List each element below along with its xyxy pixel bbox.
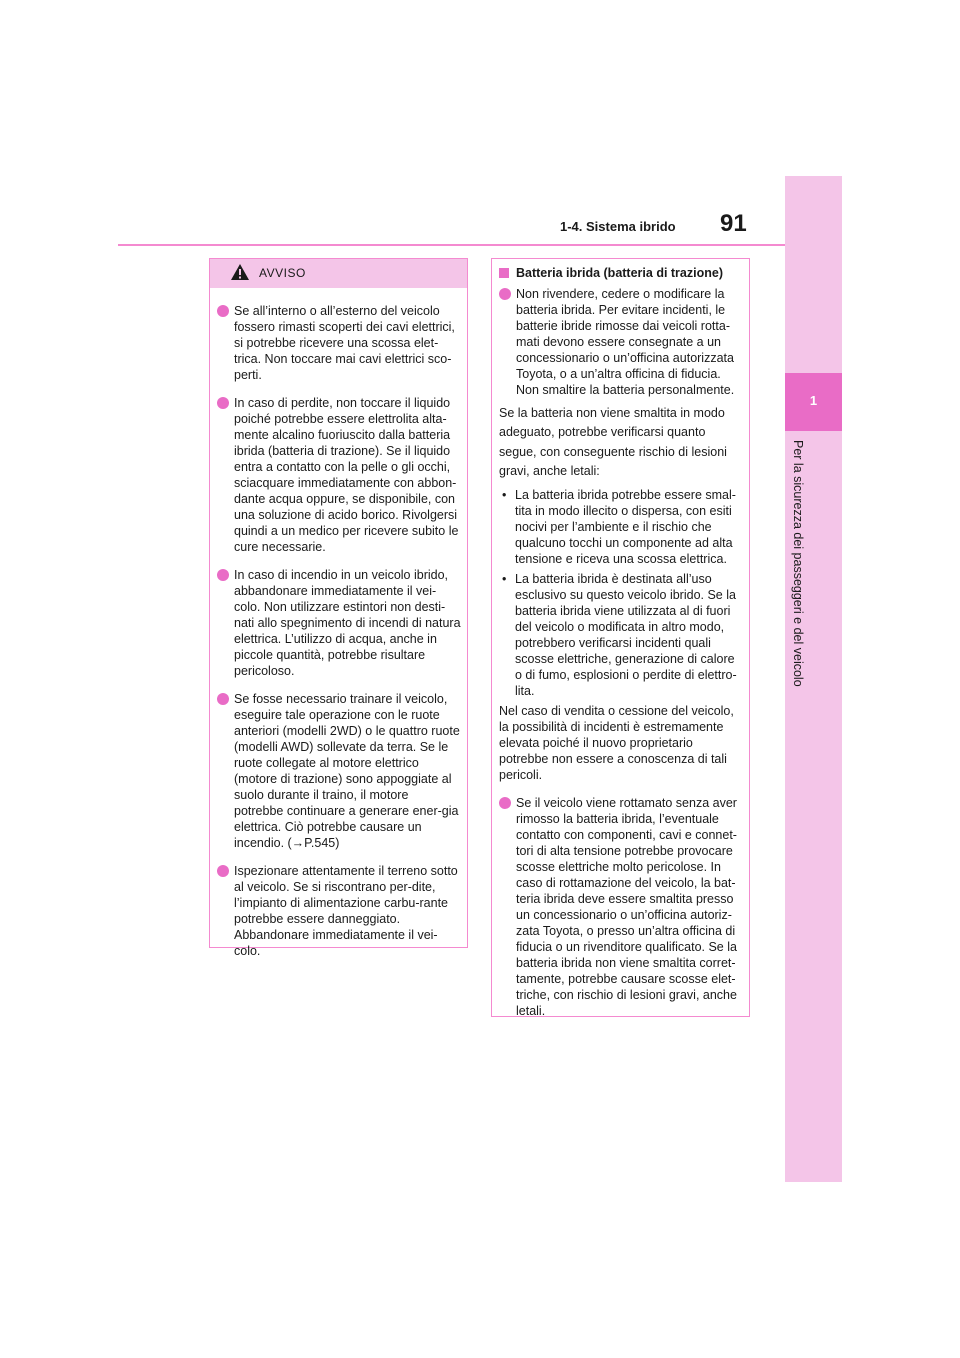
dash-item: • La batteria ibrida potrebbe essere smal-tita in modo illecito o dispersa, con esiti nocivi per l’ambiente e il rischio che qualcuno tocchi un componente ad alta tensione e riceva una scossa elettrica. bbox=[502, 488, 736, 567]
chapter-number: 1 bbox=[809, 393, 818, 408]
caution-item: Non rivendere, cedere o modificare la batteria ibrida. Per evitare incidenti, le batterie ibride rimosse dai veicoli rotta-mati devono essere consegnate a un concessionario o un’officina autorizzata Toyota, o a un’altra officina di fiducia. Non smaltire la batteria personalmente. bbox=[499, 286, 743, 398]
hybrid-battery-heading: Batteria ibrida (batteria di trazione) bbox=[499, 265, 743, 281]
warning-item: Ispezionare attentamente il terreno sotto al veicolo. Se si riscontrano per-dite, l’impianto di alimentazione carbu-rante potrebbe essere danneggiato. Abbandonare immediatamente il vei-colo. bbox=[217, 863, 461, 959]
warning-content bbox=[210, 288, 467, 959]
bullet-icon bbox=[499, 797, 511, 809]
warning-item: Se fosse necessario trainare il veicolo, eseguire tale operazione con le ruote anteriori (modelli 2WD) o le quattro ruote (modelli AWD) sollevate da terra. Se le ruote collegate al motore elettrico (motore di trazione) sono appoggiate al suolo durante il traino, il motore potrebbe continuare a generare ener-gia elettrica. Ciò potrebbe causare un incendio. (→P.545) bbox=[217, 691, 461, 851]
bullet-icon bbox=[217, 305, 229, 317]
section-title: 1-4. Sistema ibrido bbox=[560, 219, 676, 234]
bullet-icon bbox=[499, 288, 511, 300]
square-bullet-icon bbox=[499, 268, 509, 278]
paragraph-line: segue, con conseguente rischio di lesioni bbox=[499, 444, 727, 459]
hybrid-battery-box bbox=[491, 258, 750, 1017]
bullet-icon bbox=[217, 569, 229, 581]
paragraph-line: gravi, anche letali: bbox=[499, 463, 600, 478]
bullet-icon bbox=[217, 397, 229, 409]
dash-item: • La batteria ibrida è destinata all’uso esclusivo su questo veicolo ibrido. Se la batteria ibrida viene utilizzata al di fuori del veicolo o modificata in altro modo, potrebbero verificarsi incidenti quali scosse elettriche, generazione di calore o di fumo, esplosioni o perdite di elettro-lita. bbox=[502, 572, 737, 699]
paragraph-line: Se la batteria non viene smaltita in modo bbox=[499, 406, 725, 420]
page-number: 91 bbox=[720, 210, 747, 237]
warning-item: In caso di perdite, non toccare il liquido poiché potrebbe essere elettrolita alta-mente alcalino fuoriuscito dalla batteria ibrida (batteria di trazione). Se il liquido entra a contatto con la pelle o gli occhi, sciacquare immediatamente con abbon-dante acqua oppure, se disponibile, con una soluzione di acido borico. Rivolgersi quindi a un medico per ricevere subito le cure necessarie. bbox=[217, 395, 461, 555]
chapter-title: Per la sicurezza dei passeggeri e del veicolo bbox=[791, 440, 805, 687]
paragraph-line: adeguato, potrebbe verificarsi quanto bbox=[499, 425, 706, 440]
header-rule bbox=[118, 244, 785, 246]
hybrid-battery-content bbox=[492, 259, 749, 1019]
warning-title: AVVISO bbox=[259, 266, 306, 280]
bullet-icon bbox=[217, 693, 229, 705]
warning-triangle-icon bbox=[230, 263, 250, 281]
bullet-icon bbox=[217, 865, 229, 877]
warning-item: In caso di incendio in un veicolo ibrido, abbandonare immediatamente il vei-colo. Non utilizzare estintori non desti-nati allo spegnimento di incendi di natura elettrica. L’utilizzo di acqua, anche in piccole quantità, potrebbe risultare pericoloso. bbox=[217, 567, 461, 679]
caution-item: Se il veicolo viene rottamato senza aver rimosso la batteria ibrida, l’eventuale contatto con componenti, cavi e connet-tori di alta tensione potrebbe provocare scosse elettriche molto pericolose. In caso di rottamazione del veicolo, la bat-teria ibrida deve essere smaltita presso un concessionario o un’officina autoriz-zata Toyota, o presso un’altra officina di fiducia o un rivenditore qualificato. Se la batteria ibrida non viene smaltita corret-tamente, potrebbe causare scosse elet-triche, con rischio di lesioni gravi, anche letali. bbox=[499, 795, 743, 1019]
warning-item: Se all’interno o all’esterno del veicolo fossero rimasti scoperti dei cavi elettrici, si potrebbe ricevere una scossa elet-trica. Non toccare mai cavi elettrici sco-perti. bbox=[217, 303, 461, 383]
paragraph: Nel caso di vendita o cessione del veicolo, la possibilità di incidenti è estremamente elevata poiché il nuovo proprietario potrebbe non essere a conoscenza di tali pericoli. bbox=[499, 704, 734, 783]
warning-box bbox=[209, 258, 468, 958]
warning-header bbox=[210, 259, 467, 288]
